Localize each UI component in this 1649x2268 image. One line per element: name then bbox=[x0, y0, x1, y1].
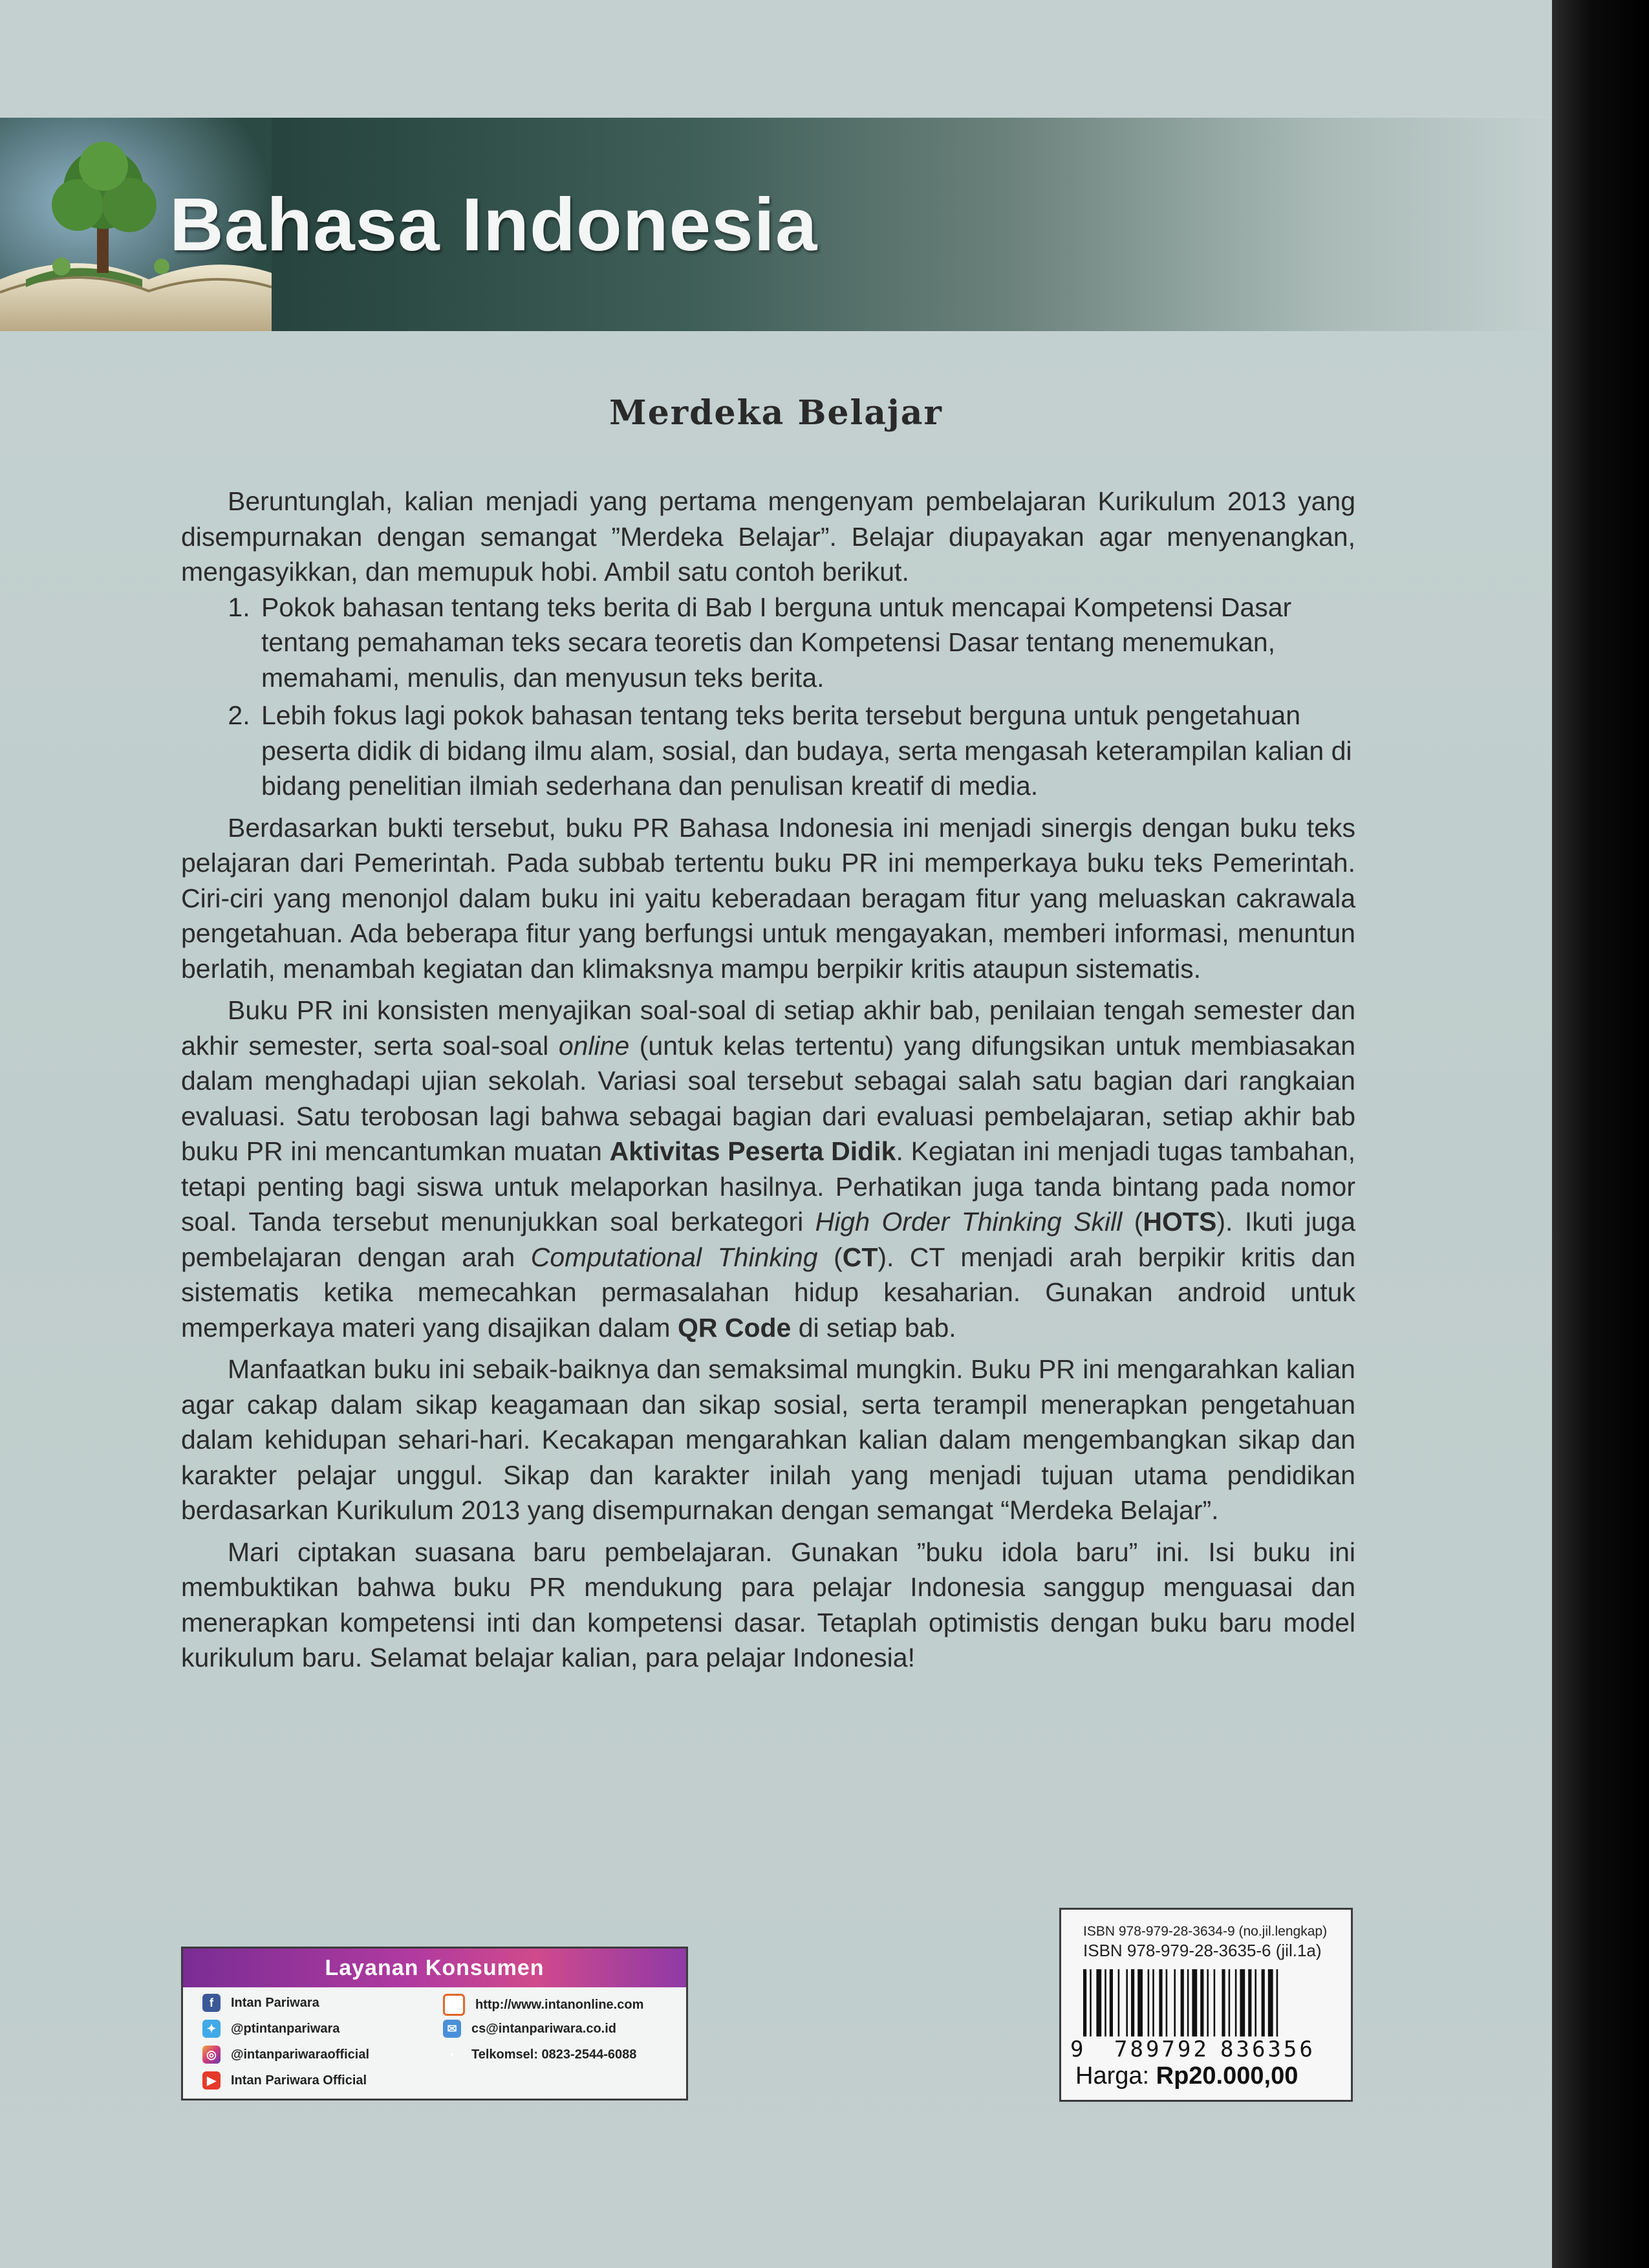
text-span: ( bbox=[817, 1242, 843, 1272]
service-grid bbox=[183, 1987, 686, 2099]
text-span: ). Ikuti juga pembelajaran dengan arah bbox=[181, 1207, 1355, 1272]
youtube-label: Intan Pariwara Official bbox=[231, 2073, 367, 2088]
barcode-bar bbox=[1240, 1969, 1245, 2036]
barcode-bar bbox=[1192, 1969, 1197, 2036]
isbn-line-1: ISBN 978-979-28-3634-9 (no.jil.lengkap) bbox=[1083, 1924, 1328, 1939]
customer-service-box bbox=[181, 1947, 688, 2101]
barcode-bar bbox=[1181, 1969, 1184, 2036]
twitter-label: @ptintanpariwara bbox=[231, 2021, 340, 2036]
barcode-left-digits: 789792 bbox=[1114, 2036, 1209, 2062]
barcode-bar bbox=[1235, 1969, 1237, 2036]
web-icon: ⊕ bbox=[443, 1994, 465, 2016]
italic-hots: High Order Thinking Skill bbox=[815, 1207, 1123, 1237]
barcode-bar bbox=[1090, 1969, 1092, 2036]
barcode-bar bbox=[1166, 1969, 1168, 2036]
barcode-bar bbox=[1148, 1969, 1150, 2036]
paragraph-3 bbox=[181, 993, 1355, 1345]
barcode-bar bbox=[1255, 1969, 1256, 2036]
instagram-icon: ◎ bbox=[202, 2046, 221, 2064]
intro-paragraph: Beruntunglah, kalian menjadi yang pertama mengenyam pembelajaran Kurikulum 2013 yang disempurnakan dengan semangat ”Merdeka Belajar”. Belajar diupayakan agar menyenangkan, mengasyikkan, dan memupuk hobi. Ambil satu contoh berikut. bbox=[181, 486, 1355, 587]
phone-entry[interactable] bbox=[443, 2046, 636, 2064]
price-label: Harga: bbox=[1075, 2062, 1150, 2090]
list-item: 2. Lebih fokus lagi pokok bahasan tentang teks berita tersebut berguna untuk pengetahuan peserta didik di bidang ilmu alam, sosial, dan budaya, serta mengasah keterampilan kalian di bidang penelitian ilmiah sederhana dan penulisan kreatif di media. bbox=[257, 698, 1355, 804]
barcode-bar bbox=[1214, 1969, 1216, 2036]
top-strip bbox=[0, 0, 1552, 116]
twitter-icon: ✦ bbox=[202, 2020, 221, 2038]
barcode-right-digits: 836356 bbox=[1220, 2036, 1315, 2062]
web-entry[interactable] bbox=[443, 1994, 643, 2016]
email-label: cs@intanpariwara.co.id bbox=[471, 2021, 617, 2036]
facebook-label: Intan Pariwara bbox=[231, 1995, 319, 2010]
barcode-bar bbox=[1262, 1969, 1265, 2036]
italic-online: online bbox=[558, 1030, 630, 1061]
price-value: Rp20.000,00 bbox=[1156, 2062, 1299, 2090]
bold-hots: HOTS bbox=[1143, 1207, 1217, 1237]
list-item: 1. Pokok bahasan tentang teks berita di Bab I berguna untuk mencapai Kompetensi Dasar tentang pemahaman teks secara teoretis dan Kompetensi Dasar tentang menemukan, memahami, menulis, dan menyusun teks berita. bbox=[257, 590, 1355, 696]
email-entry[interactable] bbox=[443, 2020, 616, 2038]
twitter-entry[interactable] bbox=[202, 2020, 339, 2038]
youtube-entry[interactable] bbox=[202, 2071, 367, 2090]
barcode-bar bbox=[1187, 1969, 1189, 2036]
instagram-entry[interactable] bbox=[202, 2046, 369, 2064]
italic-ct: Computational Thinking bbox=[530, 1242, 818, 1272]
phone-label: Telkomsel: 0823-2544-6088 bbox=[471, 2047, 637, 2062]
barcode-bar bbox=[1222, 1969, 1225, 2036]
barcode-bar bbox=[1083, 1969, 1086, 2036]
barcode-bar bbox=[1277, 1969, 1278, 2036]
isbn-line-2: ISBN 978-979-28-3635-6 (jil.1a) bbox=[1083, 1941, 1322, 1960]
price bbox=[1075, 2062, 1298, 2090]
paragraph-2: Berdasarkan bukti tersebut, buku PR Bahasa Indonesia ini menjadi sinergis dengan buku teks pelajaran dari Pemerintah. Pada subbab tertentu buku PR ini memperkaya buku teks Pemerintah. Ciri-ciri yang menonjol dalam buku ini yaitu keberadaan beragam fitur yang meluaskan cakrawala pengetahuan. Ada beberapa fitur yang berfungsi untuk mengayakan, memberi informasi, menuntun berlatih, menambah kegiatan dan klimaksnya mampu berpikir kritis ataupun sistematis. bbox=[181, 812, 1355, 984]
barcode-bar bbox=[1229, 1969, 1231, 2036]
barcode-bar bbox=[1118, 1969, 1120, 2036]
text-span: di setiap bab. bbox=[791, 1312, 956, 1343]
barcode-bar bbox=[1200, 1969, 1203, 2036]
service-title: Layanan Konsumen bbox=[183, 1949, 686, 1987]
youtube-icon: ▶ bbox=[202, 2071, 221, 2090]
email-icon: ✉ bbox=[443, 2020, 461, 2038]
facebook-entry[interactable] bbox=[202, 1994, 319, 2012]
phone-icon: • bbox=[449, 2047, 455, 2061]
text-span: ( bbox=[1122, 1207, 1143, 1237]
barcode-bar bbox=[1096, 1969, 1101, 2036]
instagram-label: @intanpariwaraofficial bbox=[231, 2047, 369, 2062]
banner-title: Bahasa Indonesia bbox=[169, 182, 818, 266]
barcode-bar bbox=[1131, 1969, 1134, 2036]
barcode bbox=[1083, 1969, 1331, 2036]
text-span: Buku PR ini konsisten menyajikan soal-soal di setiap akhir bab, penilaian tengah semester dan akhir semester, serta soal-soal bbox=[181, 995, 1355, 1061]
book-edge-shadow bbox=[1552, 0, 1649, 2268]
paragraph-5: Mari ciptakan suasana baru pembelajaran. Gunakan ”buku idola baru” ini. Isi buku ini membuktikan bahwa buku PR mendukung para pelajar Indonesia sanggup menguasai dan menerapkan kompetensi inti dan kompetensi dasar. Tetaplah optimistis dengan buku baru model kurikulum baru. Selamat belajar kalian, para pelajar Indonesia! bbox=[181, 1537, 1355, 1672]
barcode-bar bbox=[1110, 1969, 1113, 2036]
barcode-bar bbox=[1152, 1969, 1154, 2036]
bold-aktivitas: Aktivitas Peserta Didik bbox=[609, 1136, 896, 1166]
isbn-box bbox=[1059, 1908, 1353, 2102]
section-title: Merdeka Belajar bbox=[609, 393, 943, 433]
text-span: (untuk kelas tertentu) yang difungsikan untuk membiasakan dalam menghadapi ujian sekolah. Variasi soal tersebut sebagai salah satu bagian dari rangkaian evaluasi. Satu terobosan lagi bahwa sebagai bagian dari evaluasi pembelajaran, setiap akhir bab buku PR ini mencantumkan muatan bbox=[181, 1030, 1355, 1166]
web-label: http://www.intanonline.com bbox=[475, 1997, 644, 2012]
barcode-bar bbox=[1126, 1969, 1128, 2036]
barcode-bar bbox=[1159, 1969, 1162, 2036]
text-span: ). CT menjadi arah berpikir kritis dan sistematis ketika memecahkan permasalahan hidup kesaharian. Gunakan android untuk memperkaya materi yang disajikan dalam bbox=[181, 1242, 1355, 1343]
body-text bbox=[181, 484, 1355, 1682]
barcode-bar bbox=[1268, 1969, 1273, 2036]
title-banner bbox=[0, 118, 1552, 331]
barcode-bar bbox=[1174, 1969, 1176, 2036]
facebook-icon: f bbox=[202, 1994, 221, 2012]
barcode-bar bbox=[1105, 1969, 1106, 2036]
bold-qr: QR Code bbox=[677, 1312, 792, 1343]
barcode-bar bbox=[1207, 1969, 1209, 2036]
barcode-bar bbox=[1248, 1969, 1251, 2036]
text-span: . Kegiatan ini menjadi tugas tambahan, tetapi penting bagi siswa untuk melaporkan hasilnya. Perhatikan juga tanda bintang pada nomor soal. Tanda tersebut menunjukkan soal berkategori bbox=[181, 1136, 1356, 1237]
paragraph-4: Manfaatkan buku ini sebaik-baiknya dan semaksimal mungkin. Buku PR ini mengarahkan kalian agar cakap dalam sikap keagamaan dan sikap sosial, serta terampil menerapkan pengetahuan dalam kehidupan sehari-hari. Kecakapan mengarahkan kalian dalam mengembangkan sikap dan karakter pelajar unggul. Sikap dan karakter inilah yang menjadi tujuan utama pendidikan berdasarkan Kurikulum 2013 yang disempurnakan dengan semangat “Merdeka Belajar”. bbox=[181, 1354, 1355, 1525]
bold-ct: CT bbox=[842, 1242, 878, 1272]
barcode-lead-digit: 9 bbox=[1070, 2036, 1084, 2062]
barcode-bar bbox=[1137, 1969, 1143, 2036]
example-list bbox=[181, 590, 1355, 804]
